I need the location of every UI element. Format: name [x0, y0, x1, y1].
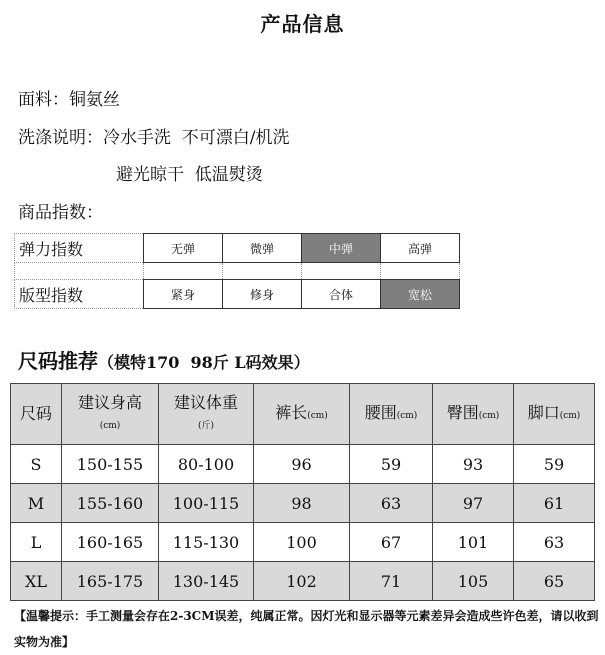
cell-length: 102: [254, 562, 350, 601]
cell-size: S: [11, 445, 62, 484]
elasticity-row: [15, 234, 460, 263]
cell-hem: 59: [514, 445, 595, 484]
index-spacer-row: [15, 263, 460, 280]
table-row: [11, 445, 595, 484]
size-table-header: [11, 384, 595, 445]
cell-size: L: [11, 523, 62, 562]
cell-height: 165-175: [62, 562, 159, 601]
cell-hip: 93: [433, 445, 514, 484]
cell-height: 160-165: [62, 523, 159, 562]
header-waist: 腰围(cm): [350, 384, 433, 445]
table-row: [11, 484, 595, 523]
spacer-cell: [381, 263, 460, 280]
cell-hip: 97: [433, 484, 514, 523]
washing-line: [18, 123, 290, 148]
size-title-subtitle: （模特170 98斤 L码效果）: [98, 353, 310, 372]
spacer-cell: [144, 263, 223, 280]
cell-weight: 115-130: [159, 523, 254, 562]
size-table: [10, 383, 595, 601]
table-row: [11, 562, 595, 601]
header-height: 建议身高 (cm): [62, 384, 159, 445]
cell-length: 96: [254, 445, 350, 484]
cell-hem: 63: [514, 523, 595, 562]
spacer-cell: [302, 263, 381, 280]
fit-option-selected: 宽松: [381, 280, 460, 309]
cell-weight: 130-145: [159, 562, 254, 601]
cell-size: XL: [11, 562, 62, 601]
elasticity-option-selected: 中弹: [302, 234, 381, 263]
fabric-line: [18, 85, 120, 110]
table-row: [11, 523, 595, 562]
warm-tip-note: 【温馨提示：手工测量会存在2-3CM误差，纯属正常。因灯光和显示器等元素差异会造成些许色差，请以收到实物为准】: [14, 609, 599, 649]
cell-waist: 71: [350, 562, 433, 601]
cell-weight: 100-115: [159, 484, 254, 523]
header-hem: 脚口(cm): [514, 384, 595, 445]
size-title-main: 尺码推荐: [18, 349, 98, 373]
size-section-title: [18, 345, 310, 374]
header-length: 裤长(cm): [254, 384, 350, 445]
cell-hem: 61: [514, 484, 595, 523]
fit-option: 合体: [302, 280, 381, 309]
spacer-cell: [15, 263, 144, 280]
elasticity-option: 无弹: [144, 234, 223, 263]
cell-size: M: [11, 484, 62, 523]
header-size: 尺码: [11, 384, 62, 445]
washing-line2: 避光晾干 低温熨烫: [116, 165, 263, 185]
page-title: 产品信息: [260, 12, 345, 36]
washing-label: 洗涤说明：: [18, 128, 103, 148]
cell-waist: 67: [350, 523, 433, 562]
fit-label: 版型指数: [15, 280, 144, 309]
cell-height: 155-160: [62, 484, 159, 523]
elasticity-option: 微弹: [223, 234, 302, 263]
cell-length: 100: [254, 523, 350, 562]
spacer-cell: [223, 263, 302, 280]
fit-row: [15, 280, 460, 309]
elasticity-option: 高弹: [381, 234, 460, 263]
cell-height: 150-155: [62, 445, 159, 484]
indices-label: 商品指数：: [18, 203, 103, 223]
fabric-value: 铜氨丝: [69, 90, 120, 110]
washing-line1: 冷水手洗 不可漂白/机洗: [103, 128, 290, 148]
cell-hip: 105: [433, 562, 514, 601]
elasticity-label: 弹力指数: [15, 234, 144, 263]
header-weight: 建议体重 (斤): [159, 384, 254, 445]
cell-waist: 63: [350, 484, 433, 523]
cell-hem: 65: [514, 562, 595, 601]
header-hip: 臀围(cm): [433, 384, 514, 445]
cell-hip: 101: [433, 523, 514, 562]
cell-length: 98: [254, 484, 350, 523]
fit-option: 紧身: [144, 280, 223, 309]
cell-waist: 59: [350, 445, 433, 484]
fit-option: 修身: [223, 280, 302, 309]
cell-weight: 80-100: [159, 445, 254, 484]
index-table: [14, 233, 460, 309]
fabric-label: 面料：: [18, 90, 69, 110]
